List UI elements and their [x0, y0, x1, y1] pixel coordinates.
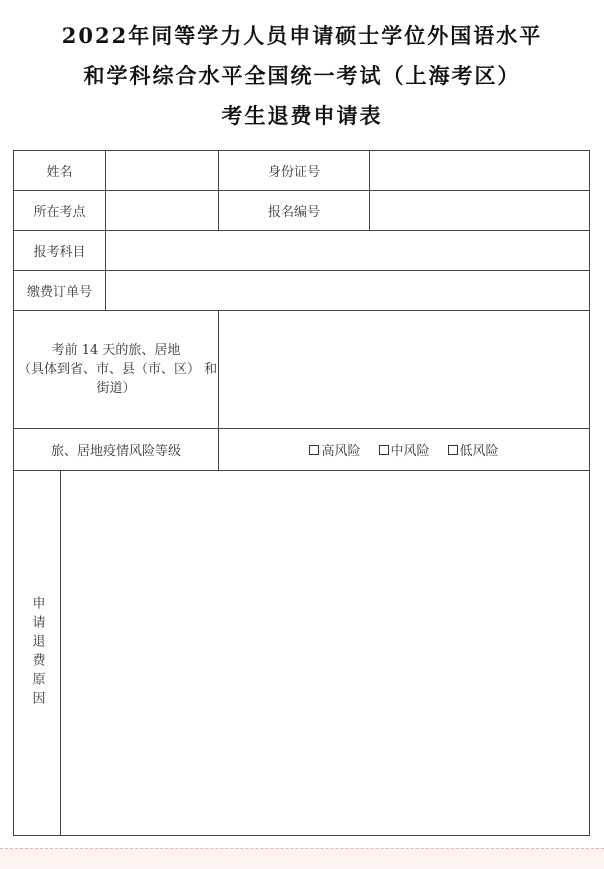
bottom-divider	[0, 848, 604, 869]
venue-field[interactable]	[106, 191, 219, 231]
risk-label: 旅、居地疫情风险等级	[14, 429, 219, 471]
name-label: 姓名	[14, 151, 106, 191]
id-field[interactable]	[370, 151, 590, 191]
checkbox-icon[interactable]	[379, 445, 389, 455]
form-title-line-1: 2022年同等学力人员申请硕士学位外国语水平	[61, 23, 543, 48]
risk-option-high[interactable]	[309, 440, 360, 459]
risk-options	[219, 429, 590, 471]
order-field[interactable]	[106, 271, 590, 311]
reg-no-field[interactable]	[370, 191, 590, 231]
travel-label-line-3: 街道）	[96, 381, 136, 396]
checkbox-icon[interactable]	[448, 445, 458, 455]
id-label: 身份证号	[219, 151, 370, 191]
form-title-line-3: 考生退费申请表	[221, 103, 383, 128]
risk-option-low-label: 低风险	[459, 444, 499, 459]
venue-label: 所在考点	[14, 191, 106, 231]
risk-option-high-label: 高风险	[321, 444, 361, 459]
travel-label-line-2: （具体到省、市、县（市、区） 和	[18, 362, 218, 377]
subject-field[interactable]	[106, 231, 590, 271]
reason-label: 申请退费原因	[14, 471, 61, 836]
travel-field[interactable]	[219, 311, 590, 429]
risk-option-medium[interactable]	[379, 440, 430, 459]
form-title-line-2: 和学科综合水平全国统一考试（上海考区）	[83, 63, 521, 88]
travel-label	[14, 311, 219, 429]
name-field[interactable]	[106, 151, 219, 191]
risk-option-medium-label: 中风险	[390, 444, 430, 459]
reg-no-label: 报名编号	[219, 191, 370, 231]
refund-form-table	[13, 150, 590, 836]
risk-option-low[interactable]	[448, 440, 499, 459]
reason-field[interactable]	[61, 471, 590, 836]
checkbox-icon[interactable]	[309, 445, 319, 455]
order-label: 缴费订单号	[14, 271, 106, 311]
subject-label: 报考科目	[14, 231, 106, 271]
travel-label-line-1: 考前 14 天的旅、居地	[51, 343, 181, 358]
